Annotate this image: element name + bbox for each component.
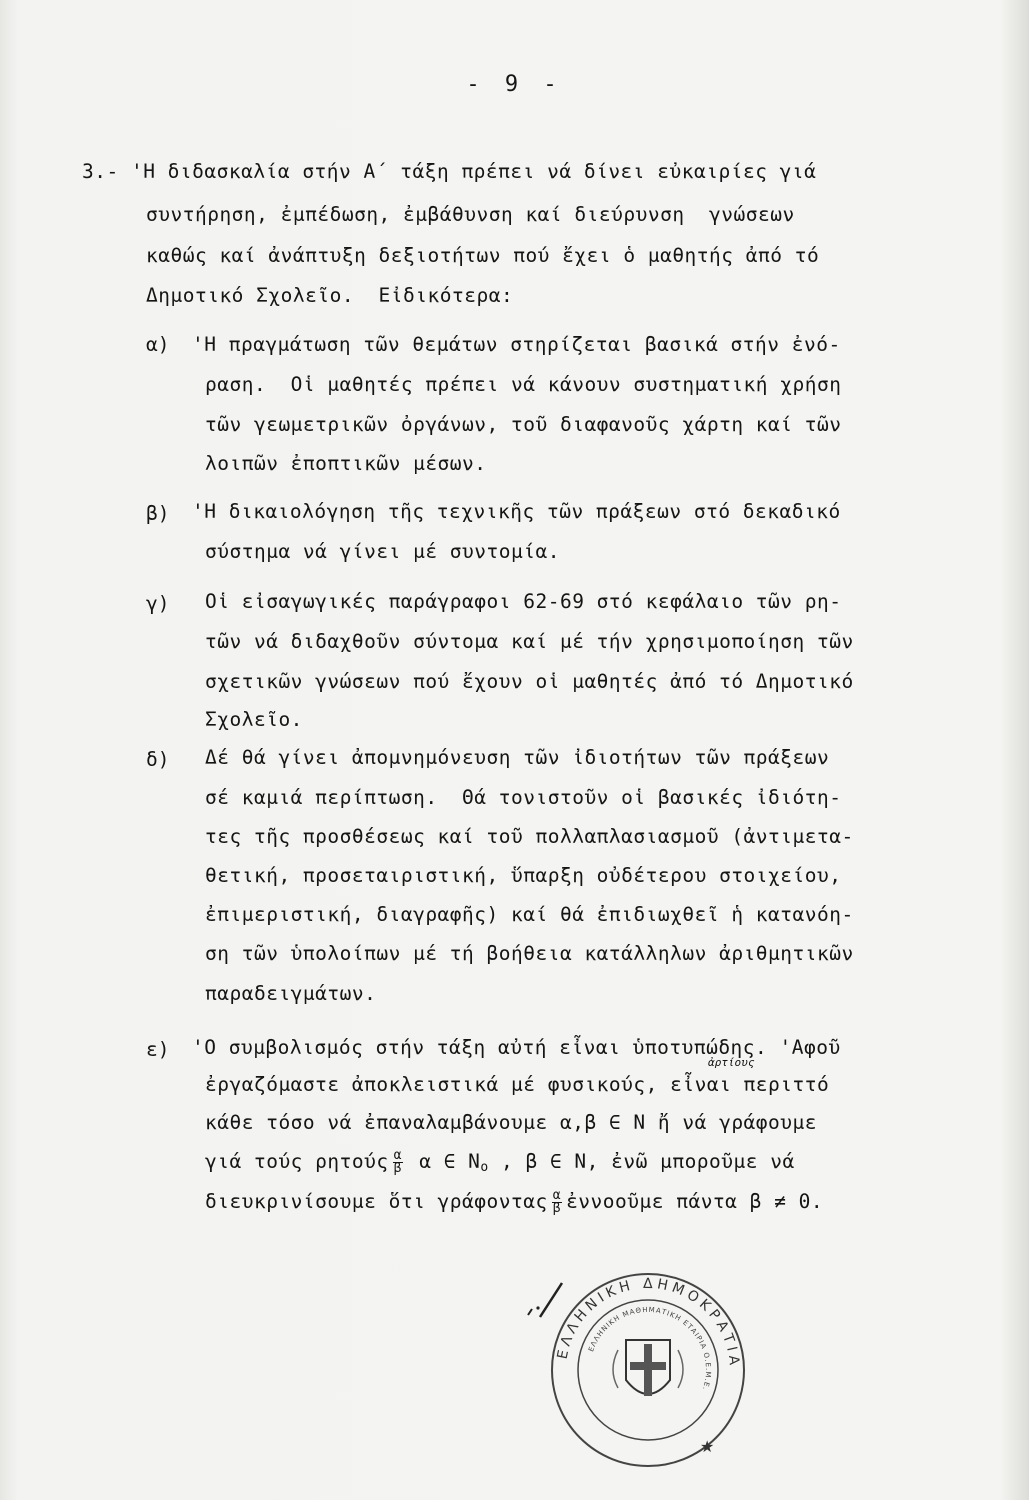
item-a-marker: α) xyxy=(146,333,170,356)
star-icon: ★ xyxy=(700,1437,715,1456)
item-e-line-5-post: ἐννοοῦμε πάντα β ≠ 0. xyxy=(566,1190,824,1213)
item-c-marker: γ) xyxy=(146,592,170,615)
section-line-3: καθώς καί ἀνάπτυξη δεξιοτήτων πού ἔχει ὁ μαθητής ἀπό τό xyxy=(146,244,820,267)
item-d-line-4: θετική, προσεταιριστική, ὕπαρξη οὐδέτερου στοιχείου, xyxy=(205,864,842,887)
fraction-denominator-2: β xyxy=(552,1201,562,1216)
item-e-line-2: ἐργαζόμαστε ἀποκλειστικά μέ φυσικούς, εἶναι περιττό xyxy=(205,1073,830,1096)
item-d-line-1: Δέ θά γίνει ἀπομνημόνευση τῶν ἰδιοτήτων τῶν πράξεων xyxy=(205,746,830,769)
item-e-line-4-mid: α ∈ Ν xyxy=(419,1150,481,1173)
stamp-outer-text: ΕΛΛΗΝΙΚΗ ΔΗΜΟΚΡΑΤΙΑ xyxy=(554,1275,743,1370)
item-d-line-7: παραδειγμάτων. xyxy=(205,982,377,1005)
item-a-line-2: ραση. Οἱ μαθητές πρέπει νά κάνουν συστηματική χρήση xyxy=(205,373,842,396)
section-line-1: 3.- 'Η διδασκαλία στήν Α΄ τάξη πρέπει νά δίνει εὐκαιρίες γιά xyxy=(82,160,817,183)
item-e-line-3: κάθε τόσο νά ἐπαναλαμβάνουμε α,β ∈ Ν ἤ νά γράφουμε xyxy=(205,1111,817,1134)
coat-of-arms-icon xyxy=(613,1340,683,1396)
stamp-inner-text: ΕΛΛΗΝΙΚΗ ΜΑΘΗΜΑΤΙΚΗ ΕΤΑΙΡΙΑ Ο.Ε.Μ.Ε. xyxy=(587,1305,713,1392)
item-e-line-4-post: , β ∈ Ν, ἐνῶ μποροῦμε νά xyxy=(500,1150,795,1173)
item-e-line-5 xyxy=(205,1190,823,1215)
item-e-line-5-pre: διευκρινίσουμε ὅτι γράφοντας xyxy=(205,1190,548,1213)
item-b-line-1: 'Η δικαιολόγηση τῆς τεχνικῆς τῶν πράξεων στό δεκαδικό xyxy=(192,500,841,523)
fraction-a-over-b-2 xyxy=(552,1190,562,1215)
page-number: - 9 - xyxy=(466,72,563,97)
item-a-line-1: 'Η πραγμάτωση τῶν θεμάτων στηρίζεται βασικά στήν ἐνό- xyxy=(192,333,841,356)
item-a-line-3: τῶν γεωμετρικῶν ὀργάνων, τοῦ διαφανοῦς χάρτη καί τῶν xyxy=(205,413,842,436)
item-e-marker: ε) xyxy=(146,1038,170,1061)
item-c-line-3: σχετικῶν γνώσεων πού ἔχουν οἱ μαθητές ἀπό τό Δημοτικό xyxy=(205,670,854,693)
section-line-2: συντήρηση, ἐμπέδωση, ἐμβάθυνση καί διεύρυνση γνώσεων xyxy=(146,203,795,226)
item-a-line-4: λοιπῶν ἐποπτικῶν μέσων. xyxy=(205,452,487,475)
official-stamp xyxy=(548,1270,748,1470)
section-line-4: Δημοτικό Σχολεῖο. Εἰδικότερα: xyxy=(146,284,514,307)
item-d-line-6: ση τῶν ὑπολοίπων μέ τή βοήθεια κατάλληλων ἀριθμητικῶν xyxy=(205,942,854,965)
fraction-numerator-2: α xyxy=(552,1188,562,1203)
fraction-numerator: α xyxy=(393,1148,402,1163)
item-d-line-2: σέ καμιά περίπτωση. Θά τονιστοῦν οἱ βασικές ἰδιότη- xyxy=(205,786,842,809)
fraction-a-over-b xyxy=(393,1150,403,1175)
item-b-line-2: σύστημα νά γίνει μέ συντομία. xyxy=(205,540,560,563)
item-c-line-4: Σχολεῖο. xyxy=(205,708,303,731)
item-c-line-2: τῶν νά διδαχθοῦν σύντομα καί μέ τήν χρησιμοποίηση τῶν xyxy=(205,630,854,653)
item-e-line-4-sub: o xyxy=(480,1160,489,1175)
item-e-line-4-pre: γιά τούς ρητούς xyxy=(205,1150,389,1173)
item-b-marker: β) xyxy=(146,502,170,525)
fraction-denominator: β xyxy=(393,1161,402,1176)
item-d-marker: δ) xyxy=(146,748,170,771)
item-e-line-4 xyxy=(205,1150,795,1175)
item-c-line-1: Οἱ εἰσαγωγικές παράγραφοι 62-69 στό κεφάλαιο τῶν ρη- xyxy=(205,590,842,613)
item-e-line-1: 'Ο συμβολισμός στήν τάξη αὐτή εἶναι ὑποτυπώδης. 'Αφοῦ xyxy=(192,1036,841,1059)
item-d-line-5: ἐπιμεριστική, διαγραφῆς) καί θά ἐπιδιωχθεῖ ἡ κατανόη- xyxy=(205,903,854,926)
handwritten-correction: ἀρτίους xyxy=(708,1056,755,1069)
item-d-line-3: τες τῆς προσθέσεως καί τοῦ πολλαπλασιασμοῦ (ἀντιμετα- xyxy=(205,825,854,848)
